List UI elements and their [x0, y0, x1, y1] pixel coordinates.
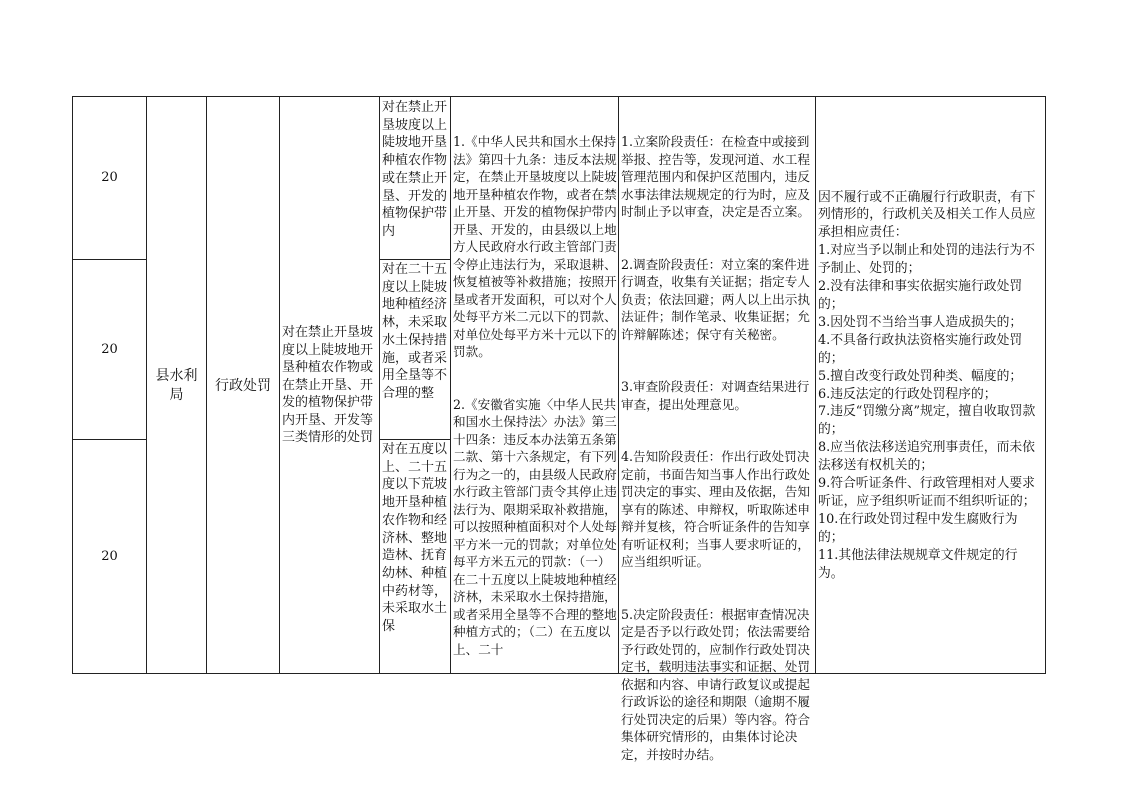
accountability-paragraph: 6.违反法定的行政处罚程序的；: [818, 386, 997, 402]
row-seq: 20: [101, 170, 118, 185]
item-name-cell: 对在禁止开垦坡度以上陡坡地开垦种植农作物或在禁止开垦、开发的植物保护带内开垦、开发等三类情形的处罚: [282, 324, 374, 446]
accountability-paragraph: 8.应当依法移送追究刑事责任，而未依法移送有权机关的；: [818, 440, 1035, 474]
department-cell: 县水利局: [155, 367, 198, 403]
column-divider: [379, 97, 380, 673]
accountability-paragraph: 7.违反“罚缴分离”规定，擅自收取罚款的；: [818, 404, 1036, 438]
accountability-paragraph: 4.不具备行政执法资格实施行政处罚的；: [818, 332, 1023, 366]
power-list-table: [72, 96, 1046, 762]
column-divider: [146, 97, 147, 673]
column-divider: [450, 97, 451, 673]
sub-item-cell: 对在二十五度以上陡坡地种植经济林，未采取水土保持措施，或者采用全垦等不合理的整: [382, 262, 448, 401]
responsibility-paragraph: 2.调查阶段责任：对立案的案件进行调查，收集有关证据；指定专人负责；依法回避；两人以上出示执法证件；制作笔录、收集证据；允许辩解陈述；保守有关秘密。: [621, 256, 810, 342]
accountability-paragraph: 因不履行或不正确履行行政职责，有下列情形的，行政机关及相关工作人员应承担相应责任：: [818, 189, 1036, 241]
sub-item-cell: 对在禁止开垦坡度以上陡坡地开垦种植农作物或在禁止开垦、开发的植物保护带内: [382, 100, 448, 239]
accountability-cell: [818, 97, 1043, 674]
accountability-paragraph: 1.对应当予以制止和处罚的违法行为不予制止、处罚的；: [818, 243, 1035, 277]
row-seq: 20: [101, 549, 118, 564]
power-type-cell: 行政处罚: [215, 377, 271, 394]
row-divider: [379, 259, 451, 260]
basis-paragraph: 2.《安徽省实施〈中华人民共和国水土保持法〉办法》第三十四条：违反本办法第五条第二款、第十六条规定，有下列行为之一的，由县级人民政府水行政主管部门责令其停止违法行为、限期采取补救措施，可以按照种植面积对个人处每平方米一元的罚款；对单位处每平方米五元的罚款：（一）在二十五度以上陡坡地种植经济林，未采取水土保持措施，或者采用全垦等不合理的整地种植方式的；（二）在五度以上、二十: [453, 396, 617, 657]
accountability-paragraph: 10.在行政处罚过程中发生腐败行为的；: [818, 511, 1018, 545]
responsibility-paragraph: 5.决定阶段责任：根据审查情况决定是否予以行政处罚；依法需要给予行政处罚的，应制作行政处罚决定书，载明违法事实和证据、处罚依据和内容、申请行政复议或提起行政诉讼的途径和期限（逾期不履行处罚决定的后果）等内容。符合集体研究情形的，由集体讨论决定，并按时办结。: [621, 606, 810, 762]
accountability-paragraph: 3.因处罚不当给当事人造成损失的；: [818, 314, 1023, 330]
responsibility-paragraph: 3.审查阶段责任：对调查结果进行审查，提出处理意见。: [621, 379, 810, 412]
row-divider: [379, 439, 451, 440]
basis-paragraph: 1.《中华人民共和国水土保持法》第四十九条：违反本法规定，在禁止开垦坡度以上陡坡地开垦种植农作物，或者在禁止开垦、开发的植物保护带内开垦、开发的，由县级以上地方人民政府水行政主管部门责令停止违法行为，采取退耕、恢复植被等补救措施；按照开垦或者开发面积，可以对个人处每平方米二元以下的罚款、对单位处每平方米十元以下的罚款。: [453, 134, 617, 359]
accountability-paragraph: 5.擅自改变行政处罚种类、幅度的；: [818, 368, 1023, 384]
column-divider: [618, 97, 619, 673]
sub-item-cell: 对在五度以上、二十五度以下荒坡地开垦种植农作物和经济林、整地造林、抚育幼林、种植中药材等，未采取水土保: [382, 442, 448, 635]
legal-basis-cell: [453, 98, 617, 674]
accountability-paragraph: 11.其他法律法规规章文件规定的行为。: [818, 547, 1018, 581]
column-divider: [815, 97, 816, 673]
responsibility-cell: [621, 98, 813, 762]
accountability-paragraph: 9.符合听证条件、行政管理相对人要求听证，应予组织听证而不组织听证的；: [818, 476, 1036, 509]
accountability-paragraph: 2.没有法律和事实依据实施行政处罚的；: [818, 279, 1023, 312]
responsibility-paragraph: 1.立案阶段责任：在检查中或接到举报、控告等，发现河道、水工程管理范围内和保护区范围内，违反水事法律法规规定的行为时，应及时制止予以审查，决定是否立案。: [621, 134, 810, 219]
responsibility-paragraph: 4.告知阶段责任：作出行政处罚决定前，书面告知当事人作出行政处罚决定的事实、理由及依据，告知享有的陈述、申辩权，听取陈述申辩并复核，符合听证条件的告知享有听证权利；当事人要求听证的，应当组织听证。: [621, 449, 810, 569]
column-divider: [279, 97, 280, 673]
row-seq: 20: [101, 341, 118, 357]
